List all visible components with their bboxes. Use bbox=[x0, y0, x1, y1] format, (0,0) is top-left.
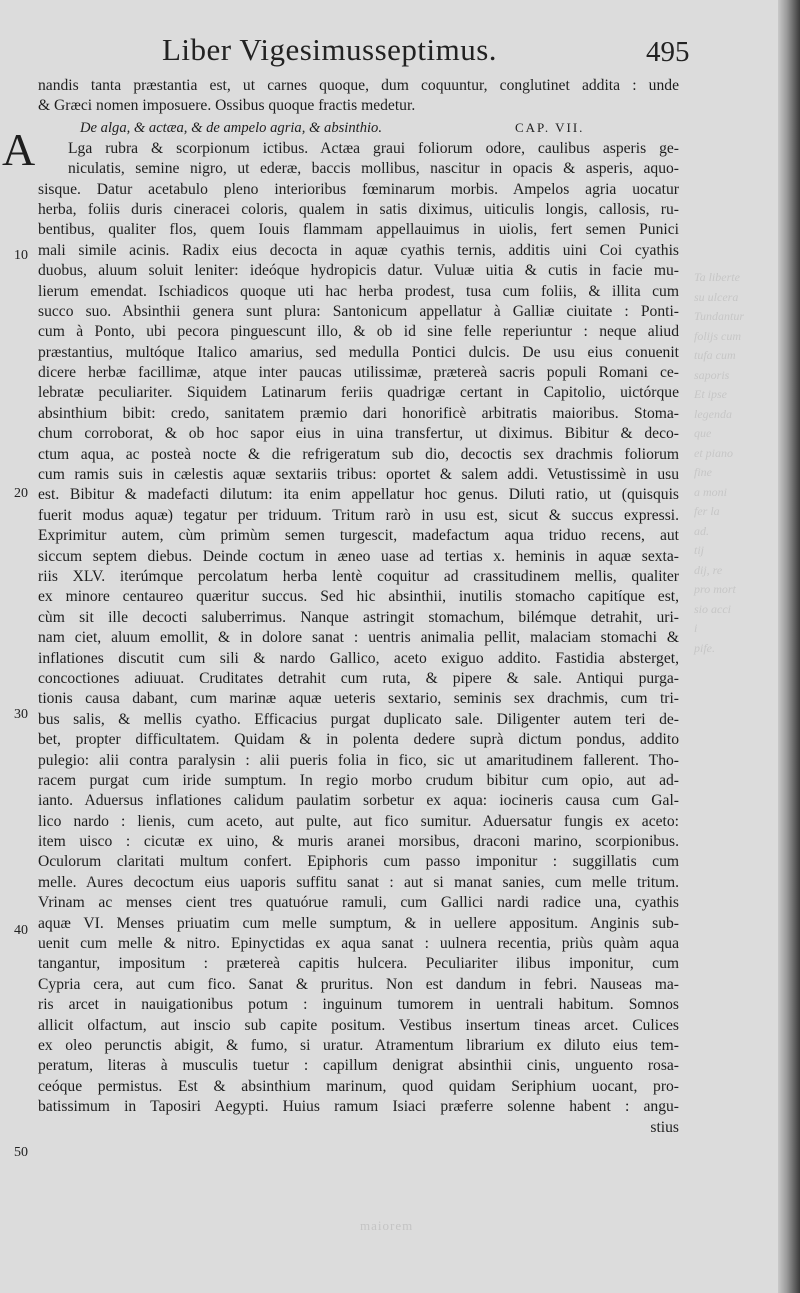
text-line: bus salis, & mellis cyatho. Efficacius purgat duplicato sale. Diligenter autem teri de- bbox=[38, 710, 679, 728]
text-line: pulegio: alii contra paralysin : alii pueris folia in fico, sic ut amaritudinem fallerent. Tho- bbox=[38, 751, 679, 769]
bleed-through-text: Ta liberte su ulcera Tundantur folijs cum tufa cum saporis Et ipse legenda que et piano fine a moni fer la ad. tij dij, re pro mort sio acci i pife. bbox=[694, 270, 745, 655]
chapter-number: CAP. VII. bbox=[515, 119, 585, 135]
text-line: nam ciet, aluum emollit, & in dolore sanat : uentris animalia pellit, malaciam stomachi & bbox=[38, 629, 679, 647]
text-line: riis XLV. iterúmque percolatum herba lentè coquitur ad crassitudinem mellis, qualiter bbox=[38, 567, 679, 585]
text-line: Exprimitur autem, cùm primùm semen turgescit, madefactum aqua triduo recens, aut bbox=[38, 527, 679, 545]
text-line: racem purgat cum iride sumptum. In regio morbo crudum bibitur cum opio, aut ad- bbox=[38, 771, 679, 789]
main-text bbox=[38, 76, 679, 1138]
bleed-through-bottom: maiorem bbox=[360, 1218, 414, 1233]
text-line: Lga rubra & scorpionum ictibus. Actæa graui foliorum odore, caulibus asperis ge- bbox=[68, 139, 679, 157]
text-line: ceóque permistus. Est & absinthium marinum, quod quidam Seriphium uocant, pro- bbox=[38, 1077, 679, 1095]
text-line: ctum aqua, ac posteà nocte & die refrigeratum sub dio, decoctis sex drachmis foliorum bbox=[38, 445, 679, 463]
text-line: uenit cum melle & nitro. Epinyctidas ex aqua sanat : uulnera recentia, priùs quàm aqua bbox=[38, 935, 679, 953]
chapter-title: De alga, & actæa, & de ampelo agria, & absinthio. bbox=[80, 119, 382, 136]
line-number: 30 bbox=[14, 707, 28, 722]
drop-cap: A bbox=[2, 124, 36, 175]
chapter-heading bbox=[38, 117, 679, 139]
text-line: dicere herbæ facillimæ, atque inter paucas utilissimæ, prætereà sacris populi Romani ce- bbox=[38, 364, 679, 382]
text-line: ianto. Aduersus inflationes calidum paulatim sorbetur ex aqua: iocineris causa cum Gal- bbox=[38, 792, 679, 810]
text-line: allicit olfactum, aut inscio sub capite positum. Vestibus insertum tineas arcet. Culices bbox=[38, 1016, 679, 1034]
text-line: mali simile acinis. Radix eius decocta in aquæ cyathis ternis, additis uini Coi cyathis bbox=[38, 241, 679, 259]
text-line: Cypria cera, aut cum fico. Sanat & pruritus. Non est dandum in febri. Nauseas ma- bbox=[38, 975, 679, 993]
running-head: Liber Vigesimusseptimus. bbox=[162, 32, 498, 67]
text-line: chum corroborat, & ob hoc sapor eius in uina transfertur, ut diximus. Bibitur & deco- bbox=[38, 425, 679, 443]
text-line: cùm sit ille decocti saluberrimus. Nanque astringit stomachum, bilémque detrahit, uri- bbox=[38, 608, 679, 626]
catchword: stius bbox=[650, 1118, 679, 1136]
text-line: aquæ VI. Menses priuatim cum melle sumptum, & in uellere appositum. Anginis sub- bbox=[38, 914, 679, 932]
text-line: succo suo. Absinthii genera sunt plura: Santonicum appellatur à Galliæ ciuitate : Ponti- bbox=[38, 302, 679, 320]
text-line: ex oleo perunctis abigit, & fumo, si uratur. Atramentum librarium ex diluto eius tem- bbox=[38, 1036, 679, 1054]
text-line: sisque. Datur acetabulo pleno interioribus fœminarum morbis. Ampelos agria uocatur bbox=[38, 180, 679, 198]
text-line: duobus, aluum soluit leniter: ideóque hydropicis datur. Vuluæ uitia & cutis in facie mu- bbox=[38, 262, 679, 280]
line-number: 50 bbox=[14, 1145, 28, 1160]
text-line: melle. Aures decoctum eius uaporis suffitu sanat : aut si manat sanies, cum melle tritum. bbox=[38, 873, 679, 891]
text-line: ris arcet in nauigationibus potum : inguinum tumorem in uentrali habitum. Somnos bbox=[38, 996, 679, 1014]
text-line: cum à Ponto, ubi pecora pinguescunt illo, & ob id sine felle reperiuntur : neque aliud bbox=[38, 323, 679, 341]
text-line: peratum, literas à musculis tuetur : capillum denigrat absinthii cinis, unguento rosa- bbox=[38, 1057, 679, 1075]
text-line: concoctiones adiuuat. Cruditates detrahit cum ruta, & pipere & sale. Antiqui purga- bbox=[38, 669, 679, 687]
text-line: bet, propter difficultatem. Quidam & in polenta dedere suprà dictum pondus, addito bbox=[38, 731, 679, 749]
text-line: absinthium bibit: credo, sanitatem præmio dari honorificè arbitratis maioribus. Stoma- bbox=[38, 404, 679, 422]
text-line: & Græci nomen imposuere. Ossibus quoque fractis medetur. bbox=[38, 97, 416, 115]
text-line: lebratæ peculiariter. Siquidem Latinarum feriis quadrigæ certant in Capitolio, uictórque bbox=[38, 384, 679, 402]
page-number: 495 bbox=[646, 36, 690, 68]
text-line: inflationes discutit cum sili & nardo Gallico, aceto exiguo addito. Fastidia absterget, bbox=[38, 649, 679, 667]
text-line: batissimum in Taposiri Aegypti. Huius ramum Isiaci præferre solenne habent : angu- bbox=[38, 1098, 679, 1116]
text-line: tangantur, impositum : prætereà capitis hulcera. Peculiariter ilibus imponitur, cum bbox=[38, 955, 679, 973]
line-number: 10 bbox=[14, 248, 28, 263]
text-line: cum ramis suis in cælestis aquæ sextariis tribus: oportet & salem addi. Vetustissimè in usu bbox=[38, 466, 679, 484]
text-line: lierum emendat. Ischiadicos quoque uti hac herba prodest, tusa cum foliis, & illita cum bbox=[38, 282, 679, 300]
text-line: niculatis, semine nigro, ut ederæ, baccis mollibus, nascitur in opacis & asperis, aquo- bbox=[68, 160, 679, 178]
text-line: Oculorum claritati multum confert. Epiphoris cum passo imponitur : suggillatis cum bbox=[38, 853, 679, 871]
text-line: ex minore centaureo quæritur succus. Sed hic absinthii, inutilis stomacho capitíque est, bbox=[38, 588, 679, 606]
text-line: est. Bibitur & madefacti dilutum: ita enim appellatur hoc genus. Diluti ratio, ut (quisquis bbox=[38, 486, 679, 504]
line-number: 40 bbox=[14, 923, 28, 938]
text-line: fuerit modus aquæ) tegatur per triduum. Tritum rarò in usu est, sicut & succus expressi. bbox=[38, 506, 679, 524]
text-line: siccum septem diebus. Deinde coctum in æneo uase ad tertias x. heminis in aquæ sexta- bbox=[38, 547, 679, 565]
text-line: tionis causa dabant, cum marinæ aquæ ueteris sextario, seminis sex drachmis, cum tri- bbox=[38, 690, 679, 708]
text-line: nandis tanta præstantia est, ut carnes quoque, dum coquuntur, conglutinet addita : unde bbox=[38, 77, 679, 94]
text-line: herba, foliis duris cineracei coloris, qualem in satis diximus, uiticulis longis, callosis, ru- bbox=[38, 200, 679, 218]
line-number: 20 bbox=[14, 486, 28, 501]
page-edge-shadow bbox=[778, 0, 800, 1293]
text-line: lico nardo : lienis, cum aceto, aut pulte, aut fico sumitur. Aduersatur fungis ex aceto: bbox=[38, 812, 679, 830]
text-line: bentibus, qualiter flos, quem Iouis flammam appellauimus in uiolis, fert semen Punici bbox=[38, 221, 679, 239]
text-line: præstantius, multóque Italico amarius, sed medulla Pontici dulcis. De usu eius conuenit bbox=[38, 343, 679, 361]
text-line: item uisco : cicutæ ex uino, & muris aranei morsibus, draconi marino, scorpionibus. bbox=[38, 833, 679, 851]
text-line bbox=[38, 1118, 679, 1138]
text-line: Vrinam ac menses cient tres quatuórue ramuli, cum Gallici nardi radice una, cyathis bbox=[38, 894, 679, 912]
